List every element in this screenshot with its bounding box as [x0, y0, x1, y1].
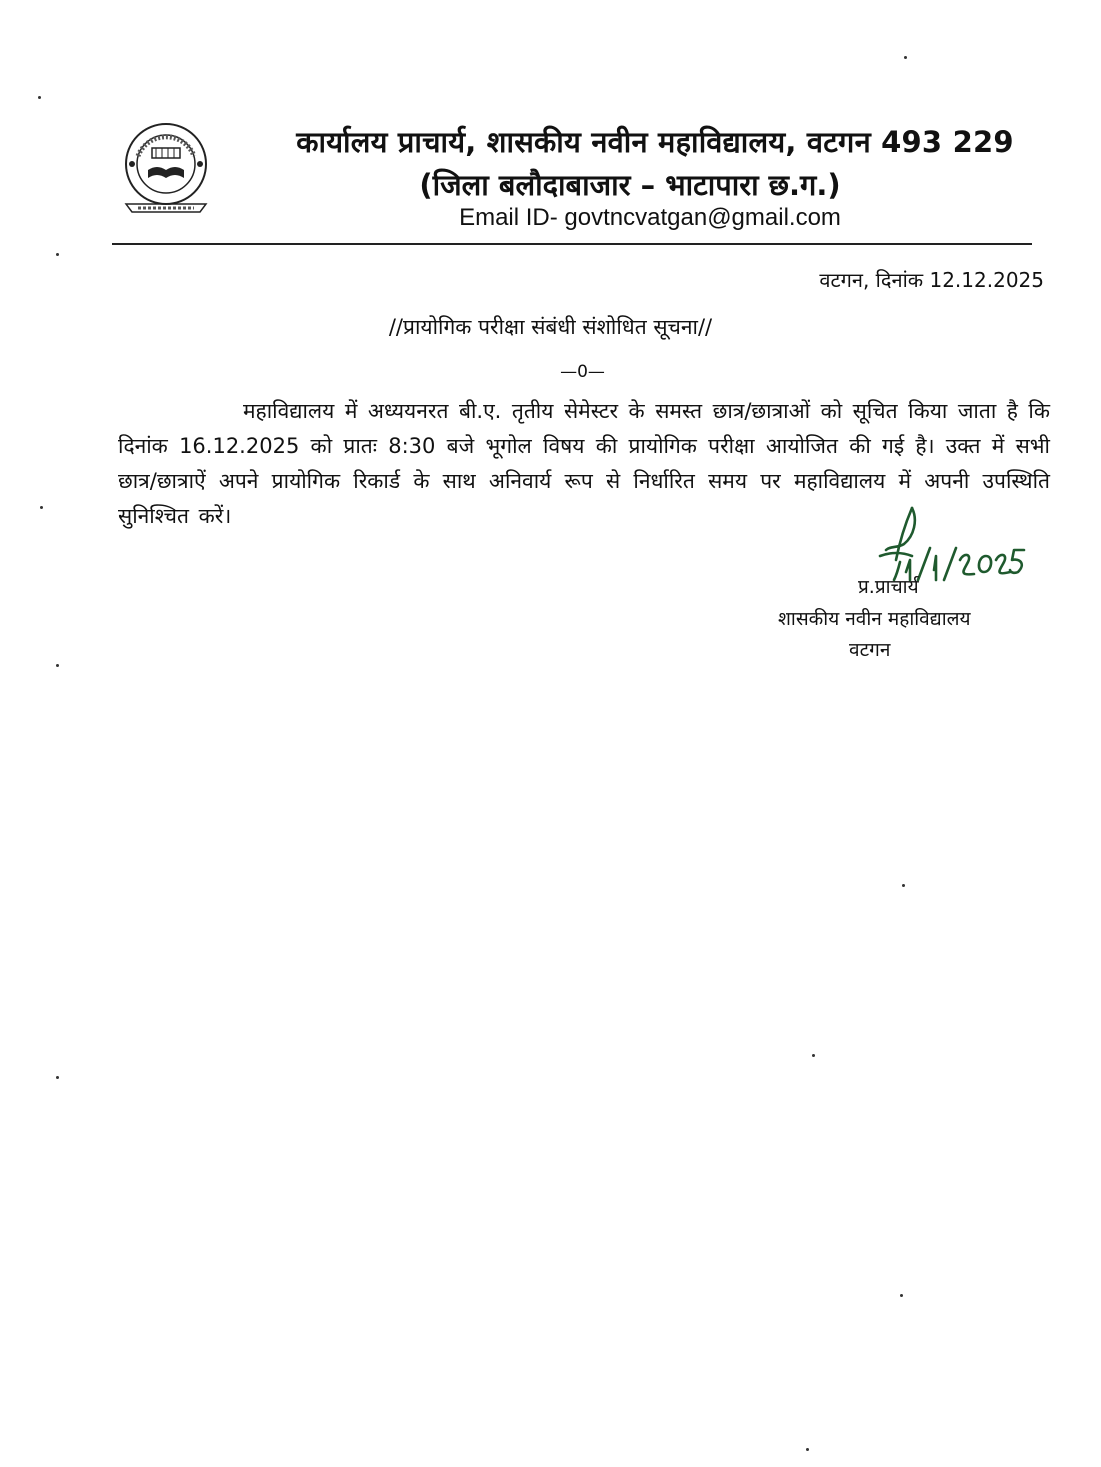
header-divider: [112, 243, 1032, 245]
notice-title: //प्रायोगिक परीक्षा संबंधी संशोधित सूचना//: [388, 315, 713, 339]
signatory-institution: शासकीय नवीन महाविद्यालय: [778, 608, 971, 630]
scan-speck: [900, 1294, 903, 1297]
scan-speck: [56, 1076, 59, 1079]
scan-speck: [56, 664, 59, 667]
scan-speck: [40, 506, 43, 509]
title-separator: —0—: [560, 362, 605, 382]
notice-body: महाविद्यालय में अध्ययनरत बी.ए. तृतीय सेमेस्टर के समस्त छात्र/छात्राओं को सूचित किया जाता है कि दिनांक 16.12.2025 को प्रातः 8:30 बजे भूगोल विषय की प्रायोगिक परीक्षा आयोजित की गई है। उक्त में सभी छात्र/छात्राऐं अपने प्रायोगिक रिकार्ड के साथ अनिवार्य रूप से निर्धारित समय पर महाविद्यालय में अपनी उपस्थिति सुनिश्चित करें।: [118, 399, 1050, 528]
district-heading: (जिला बलौदाबाजार – भाटापारा छ.ग.): [419, 168, 841, 202]
scan-speck: [56, 253, 59, 256]
date-line: वटगन, दिनांक 12.12.2025: [819, 268, 1044, 292]
college-emblem-icon: [116, 120, 216, 220]
scan-speck: [904, 56, 907, 59]
scan-speck: [812, 1054, 815, 1057]
signatory-place: वटगन: [849, 639, 891, 661]
scan-speck: [38, 96, 41, 99]
signatory-designation: प्र.प्राचार्य: [858, 576, 919, 598]
scan-speck: [806, 1448, 809, 1451]
scan-speck: [902, 884, 905, 887]
office-heading: कार्यालय प्राचार्य, शासकीय नवीन महाविद्यालय, वटगन 493 229: [296, 125, 1014, 159]
email-line: Email ID- govtncvatgan@gmail.com: [459, 204, 841, 231]
